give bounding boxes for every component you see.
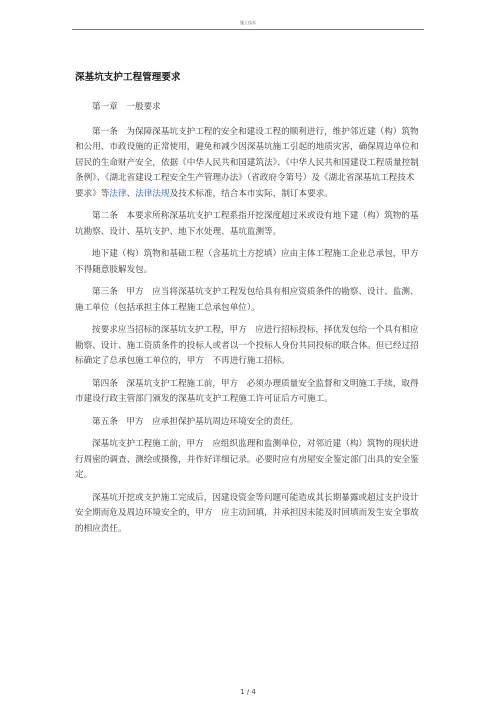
- paragraph-article-5: 第五条 甲方 应承担保护基坑周边环境安全的责任。: [92, 416, 299, 427]
- paragraph-article-4: 第四条 深基坑支护工程施工前，甲方 必须办理质量安全监督和文明施工手续，取得市建设行政主管部门颁发的深基坑支护工程施工许可证后方可施工。: [75, 378, 419, 404]
- law-link[interactable]: 法律: [109, 188, 127, 199]
- paragraph-article-5-sub1: 深基坑支护工程施工前，甲方 应组织监理和监测单位，对邻近建（构）筑物的现状进行周密的调查、测绘或摄像，并作好详细记录。必要时应有房屋安全鉴定部门出具的安全鉴定。: [75, 439, 419, 480]
- paragraph-article-2: 第二条 本要求所称深基坑支护工程系指开挖深度超过米或设有地下建（构）筑物的基坑勘察、设计、基坑支护、地下水处理、基坑监测等。: [75, 211, 419, 237]
- document-title: 深基坑支护工程管理要求: [75, 72, 181, 83]
- link-separator: 、: [126, 188, 136, 199]
- regulations-link[interactable]: 法律法规: [135, 188, 170, 199]
- document-body: [75, 100, 428, 544]
- paragraph-article-2-sub: 地下建（构）筑物和基础工程（含基坑土方挖填）应由主体工程施工企业总承包，甲方 不得随意肢解发包。: [75, 249, 428, 275]
- paragraph-article-1: [75, 125, 421, 203]
- paragraph-article-3-sub: 按要求应当招标的深基坑支护工程，甲方 应进行招标投标，择优发包给一个具有相应勘察、设计、施工资质条件的投标人或者以一个投标人身份共同投标的联合体。但已经过招标确定了总承包施工单位的，甲方 不再进行施工招标。: [75, 325, 419, 366]
- article-1-text: 第一条 为保障深基坑支护工程的安全和建设工程的顺利进行，维护邻近建（构）筑物和公用、市政设施的正常使用，避免和减少因深基坑施工引起的地质灾害，确保周边单位和居民的生命财产安全，依据《中华人民共和国建筑法》、《中华人民共和国建设工程质量控制条例》、《湖北省建设工程安全生产管理办法》（省政府令第号）及《湖北省深基坑工程技术要求》等: [75, 126, 419, 199]
- article-1-end: 及技术标准，结合本市实际，制订本要求。: [169, 188, 333, 199]
- header-divider: [72, 29, 424, 30]
- paragraph-article-5-sub2: 深基坑开挖或支护施工完成后，因建设资金等问题可能造成其长期暴露或超过支护设计安全期而危及周边环境安全的，甲方 应主动回填，并承担因未能及时回填而发生安全事故的相应责任。: [75, 492, 419, 534]
- chapter-heading: 第一章 一般要求: [92, 102, 161, 112]
- page-header: 施工技术: [240, 20, 256, 25]
- paragraph-article-3: 第三条 甲方 应当将深基坑支护工程发包给具有相应资质条件的勘察、设计、监测、施工单位（包括承担主体工程施工总承包单位）。: [75, 287, 419, 313]
- page-number: 1 / 4: [240, 688, 256, 696]
